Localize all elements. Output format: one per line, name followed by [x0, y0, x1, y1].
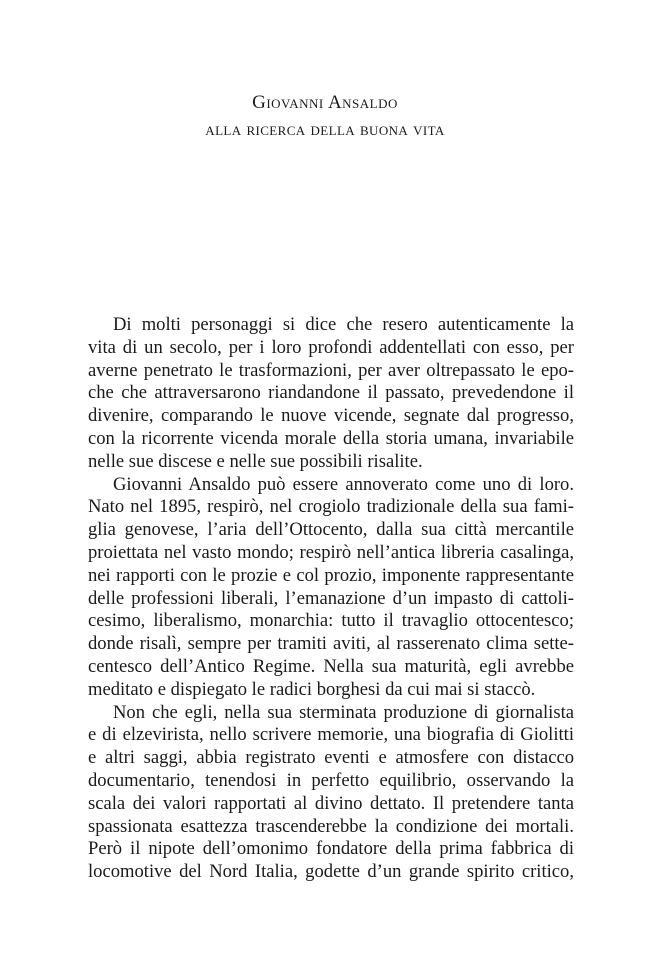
text-line: donde risalì, sempre per tramiti aviti, al rasserenato clima sette-: [88, 633, 574, 655]
text-line: locomotive del Nord Italia, godette d’un grande spirito critico,: [88, 861, 574, 883]
text-line: che che attraversarono riandandone il passato, prevedendone il: [88, 382, 574, 404]
text-line: delle professioni liberali, l’emanazione d’un impasto di cattoli-: [88, 587, 574, 609]
text-line: Giovanni Ansaldo può essere annoverato come uno di loro.: [113, 473, 574, 495]
text-line: Nato nel 1895, respirò, nel crogiolo tradizionale della sua fami-: [88, 496, 574, 518]
text-line: vita di un secolo, per i loro profondi addentellati con esso, per: [88, 336, 574, 358]
paragraph: [88, 474, 574, 702]
text-line: proiettata nel vasto mondo; respirò nell’antica libreria casalinga,: [88, 541, 574, 563]
chapter-subtitle: alla ricerca della buona vita: [205, 119, 445, 139]
text-line: divenire, comparando le nuove vicende, segnate dal progresso,: [88, 405, 574, 427]
text-line: e altri saggi, abbia registrato eventi e atmosfere con distacco: [88, 747, 574, 769]
text-line: cesimo, liberalismo, monarchia: tutto il travaglio ottocentesco;: [88, 610, 574, 632]
paragraph: [88, 702, 574, 884]
text-line: Non che egli, nella sua sterminata produzione di giornalista: [113, 701, 574, 723]
text-line: glia genovese, l’aria dell’Ottocento, dalla sua città mercantile: [88, 519, 574, 541]
text-line: con la ricorrente vicenda morale della storia umana, invariabile: [88, 427, 574, 449]
chapter-heading: [0, 92, 650, 140]
text-line: meditato e dispiegato le radici borghesi da cui mai si staccò.: [88, 678, 536, 700]
text-line: nei rapporti con le prozie e col prozio, imponente rappresentante: [88, 564, 574, 586]
text-line: spassionata esattezza trascenderebbe la condizione dei mortali.: [88, 815, 574, 837]
text-line: documentario, tenendosi in perfetto equilibrio, osservando la: [88, 769, 574, 791]
chapter-title: Giovanni Ansaldo: [252, 92, 398, 113]
text-line: scala dei valori rapportati al divino dettato. Il pretendere tanta: [88, 792, 574, 814]
text-line: e di elzevirista, nello scrivere memorie, una biografia di Giolitti: [88, 724, 574, 746]
text-line: averne penetrato le trasformazioni, per aver oltrepassato le epo-: [88, 359, 574, 381]
paragraph: [88, 314, 574, 474]
text-line: Di molti personaggi si dice che resero autenticamente la: [113, 314, 574, 335]
text-line: Però il nipote dell’omonimo fondatore della prima fabbrica di: [88, 838, 574, 860]
body-text: [88, 314, 574, 884]
text-line: centesco dell’Antico Regime. Nella sua maturità, egli avrebbe: [88, 655, 574, 677]
text-line: nelle sue discese e nelle sue possibili risalite.: [88, 450, 423, 472]
